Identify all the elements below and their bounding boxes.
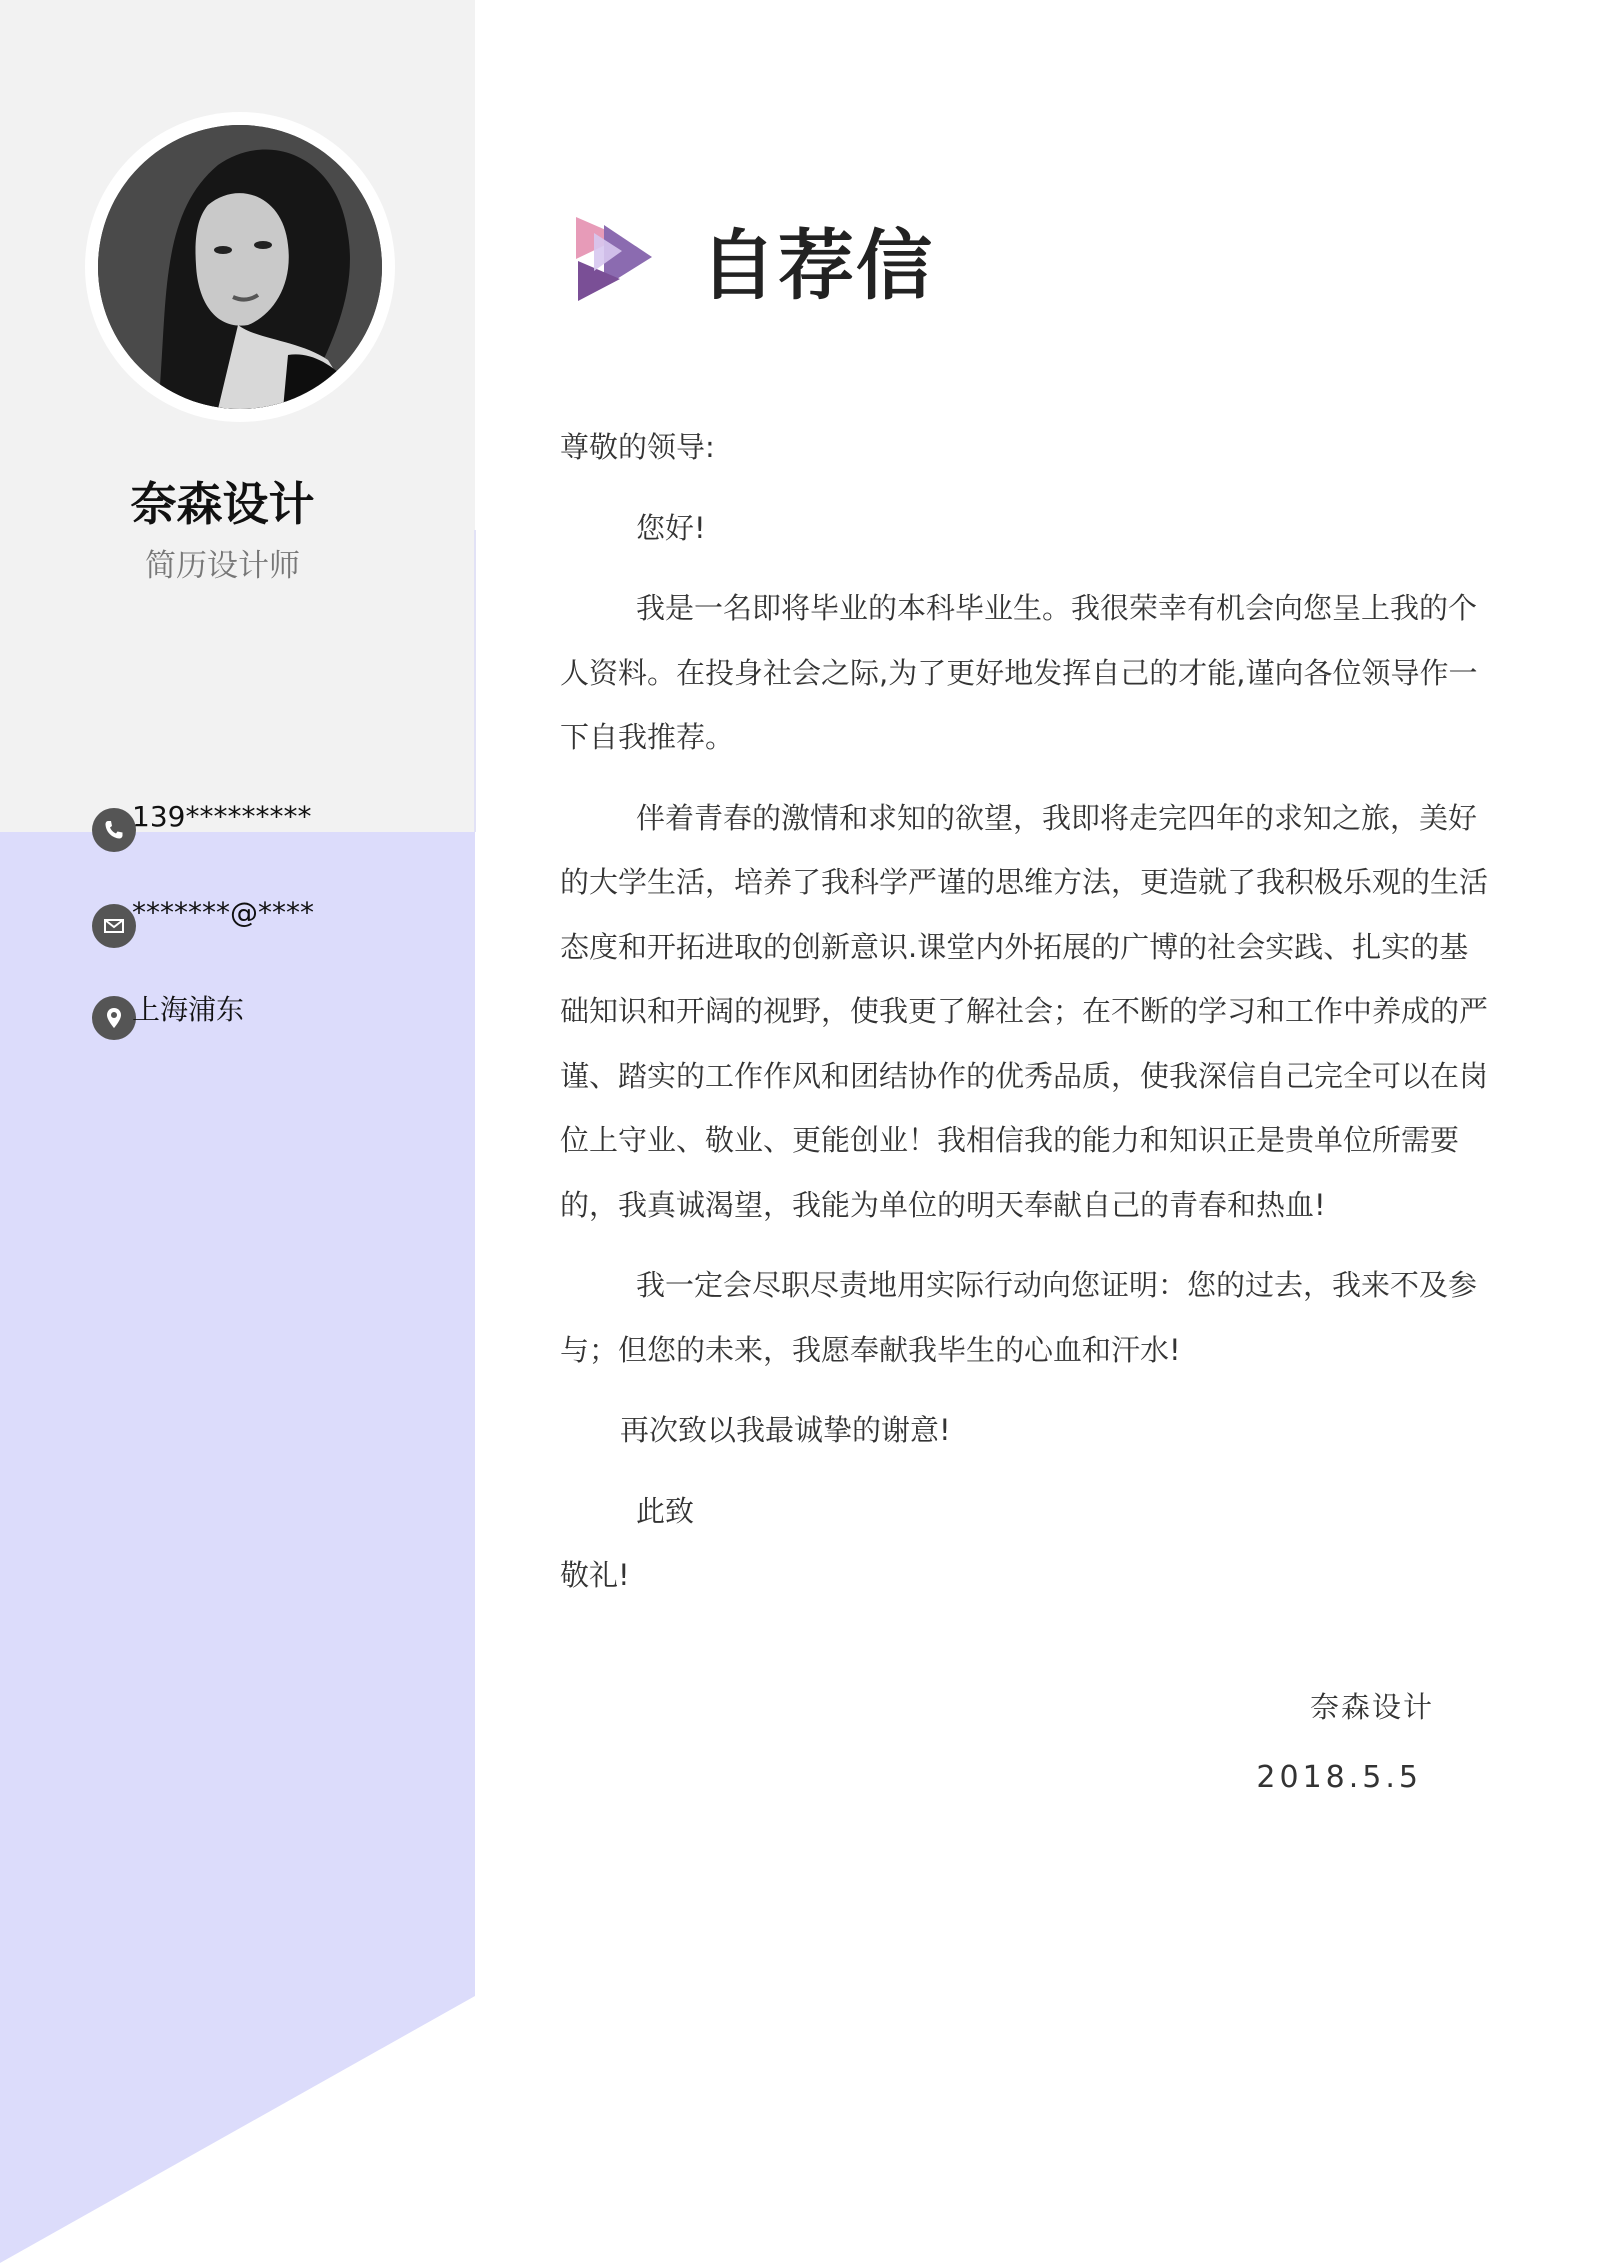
letter-paragraph: 伴着青春的激情和求知的欲望，我即将走完四年的求知之旅，美好的大学生活，培养了我科学严谨的思维方法，更造就了我积极乐观的生活态度和开拓进取的创新意识.课堂内外拓展的广博的社会实践、扎实的基础知识和开阔的视野，使我更了解社会；在不断的学习和工作中养成的严谨、踏实的工作作风和团结协作的优秀品质，使我深信自己完全可以在岗位上守业、敬业、更能创业！我相信我的能力和知识正是贵单位所需要的，我真诚渴望，我能为单位的明天奉献自己的青春和热血! <box>560 800 1489 1222</box>
avatar <box>98 125 382 409</box>
play-triangles-icon <box>574 215 654 305</box>
letter-paragraph: 我一定会尽职尽责地用实际行动向您证明：您的过去，我来不及参与；但您的未来，我愿奉献我毕生的心血和汗水! <box>560 1268 1478 1367</box>
letter-thanks: 再次致以我最诚挚的谢意! <box>620 1413 951 1447</box>
phone-text: 139********* <box>132 800 312 833</box>
person-name: 奈森设计 <box>130 477 315 531</box>
email-text: *******@**** <box>132 896 314 929</box>
contact-email <box>92 896 314 948</box>
location-text: 上海浦东 <box>132 993 245 1026</box>
letter-paragraph: 我是一名即将毕业的本科毕业生。我很荣幸有机会向您呈上我的个人资料。在投身社会之际,为了更好地发挥自己的才能,谨向各位领导作一下自我推荐。 <box>560 591 1478 754</box>
letter-regards: 敬礼! <box>560 1558 630 1592</box>
job-title: 简历设计师 <box>145 548 300 584</box>
page-title: 自荐信 <box>700 221 934 310</box>
letter-greeting: 您好! <box>636 510 706 545</box>
location-icon <box>92 996 136 1040</box>
letter-date: 2018.5.5 <box>1256 1760 1422 1795</box>
portrait-photo <box>98 125 382 409</box>
mail-icon <box>92 904 136 948</box>
letter-body <box>560 415 1490 1608</box>
contact-phone <box>92 800 312 852</box>
sidebar-bottom-panel <box>0 832 475 2263</box>
letter-closing: 此致 <box>636 1493 695 1528</box>
contact-location <box>92 993 245 1040</box>
letter-salutation: 尊敬的领导: <box>560 430 715 464</box>
letter-signature: 奈森设计 <box>1309 1690 1434 1724</box>
phone-icon <box>92 808 136 852</box>
sidebar-divider <box>474 530 476 832</box>
